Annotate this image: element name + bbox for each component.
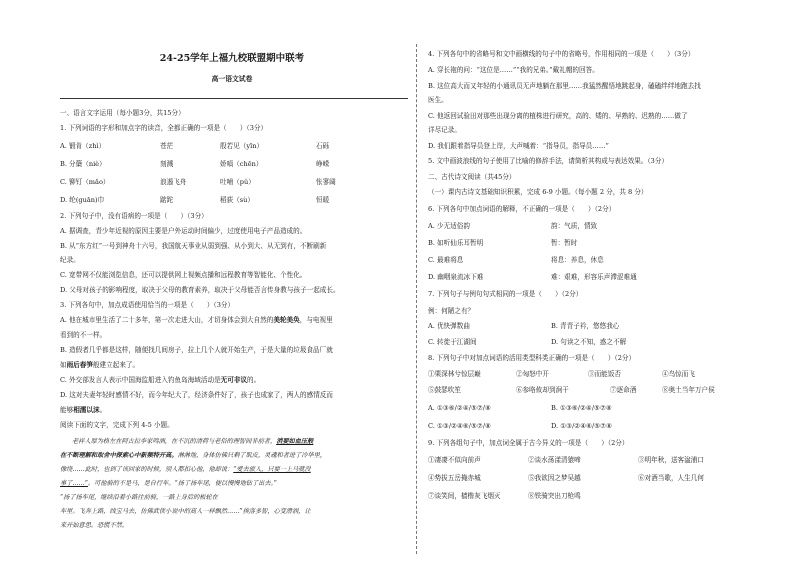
- q9-item-8: ⑧铁骑突出刀枪鸣: [528, 492, 581, 500]
- q3-opt-d-line2: [60, 406, 106, 414]
- passage-3b: “爱去旅人，只要一上马就没: [233, 466, 311, 473]
- q3-a-text1: A. 他在城市里生活了二十多年，第一次走进大山，才切身体会到大自然的: [60, 316, 274, 324]
- q1-opt-d-1: D. 纶(guān)巾: [60, 196, 105, 204]
- q1-opt-c-4: 怅寥阔: [316, 178, 336, 186]
- q7-opt-b: B. 青青子衿，悠悠我心: [551, 322, 620, 330]
- passage-line-1: [72, 438, 313, 446]
- q3-d-text2: 。: [99, 406, 107, 414]
- q8-stem: 8. 下列句子中对加点词语的活用类型科类正确的一项是（ ）（2分）: [428, 354, 636, 362]
- q5-stem: 5. 文中画波浪线的句子使用了比喻的修辞手法，请简析其构成与表达效果。（3分）: [428, 157, 669, 165]
- passage-3a: 像绕……此时，也到了该回家的时候，别人都扣心他，他却说：: [60, 466, 234, 473]
- q3-opt-b-line2: [60, 361, 139, 369]
- q4-stem: 4. 下列各句中的省略号和文中画横线的句子中的省略号，作用相同的一项是（ ）（3分）: [428, 50, 695, 58]
- q6-opt-d-gloss: 难：艰难，形容乐声滞涩难通: [551, 273, 637, 281]
- q2-stem: 2. 下列句子中，没有语病的一项是（ ）（3分）: [60, 212, 208, 220]
- passage-1a: 老祥人厚为格左在阿古拉李家鸣酒，在不沉的清荷与老俗的理智间非前者，: [72, 438, 277, 445]
- q3-c-idiom: 无可非议: [220, 376, 248, 384]
- q9-item-1: ①凄凄不似向前声: [428, 456, 481, 464]
- q3-opt-d-line1: D. 这对夫妻年轻时感情不好，而今年纪大了，经济条件好了，孩子也成家了，两人的感情反而: [60, 391, 333, 399]
- q1-opt-a-1: A. 锻肯（zhì）: [60, 142, 106, 150]
- section-1-heading: 一、语言文字运用（每小题3分，共15分）: [60, 109, 185, 117]
- q2-opt-b-line2: 纪录。: [60, 256, 80, 264]
- q4-opt-d: D. 我们跟着指导员登上岸，大声喊着：“指导员，指导员……”: [428, 142, 609, 150]
- q9-item-3: ③明年秋，送客湓浦口: [638, 456, 704, 464]
- passage-2b: 淋淋地，身体仿佛只剩了肌皮，灵魂和者进了冷华里，: [177, 452, 327, 459]
- q4-opt-c-line2: 详尽记录。: [428, 126, 461, 134]
- q1-opt-b-1: B. 分蘖（niè）: [60, 160, 106, 168]
- q1-opt-c-2: 浪遏飞舟: [160, 178, 187, 186]
- q1-opt-b-3: 娇嗔（chēn）: [220, 160, 263, 168]
- exam-title: 24-25学年上福九校联盟期中联考: [159, 53, 305, 64]
- passage-4a: 事了……”: [60, 480, 88, 487]
- q8-item-8: ⑧奥土当年万户侯: [662, 386, 715, 394]
- q8-opt-b: B. ①③⑥/②④/⑤⑦⑧: [551, 404, 612, 412]
- q9-item-2: ②谈水荡漾清猿啼: [528, 456, 581, 464]
- q2-opt-b-line1: B. 从“东方红”一号到神舟十六号，我国航天事业从弱到强、从小到大、从无到有，不断刷新: [60, 242, 327, 250]
- q2-opt-d: D. 父母对孩子的影响程度，取决于父母的教育素养，取决于父母能否言传身教与孩子一起成长。: [60, 286, 340, 294]
- q6-opt-b: B. 如听仙乐耳暂明: [428, 239, 484, 247]
- exam-subtitle: 高一语文试卷: [211, 75, 253, 83]
- q1-opt-d-3: 稻荻（sù）: [220, 196, 255, 204]
- q2-opt-a: A. 据调查，青少年近视的原因主要是户外运动时间偏少，过度使用电子产品造成的。: [60, 227, 307, 235]
- passage-line-7: 来开始意思。恐慌不禁。: [60, 522, 129, 529]
- q3-c-text2: 的。: [247, 376, 261, 384]
- q1-opt-b-4: 峥嵘: [316, 160, 330, 168]
- q6-opt-c-gloss: 将息：养息，休息: [551, 256, 604, 264]
- q8-item-3: ③而能饭否: [588, 370, 621, 378]
- q1-stem: 1. 下列词语的字形和加点字的读音，全都正确的一项是（ ）（3分）: [60, 124, 268, 132]
- q9-stem: 9. 下列各组句子中，加点词全属于古今异义的一项是（ ）（2分）: [428, 439, 629, 447]
- q4-opt-b-line1: B. 这位高大而又年轻的小通讯员无声地躺在那里……我猛然醒悟地跳起身，磕磕绊绊地跑去找: [428, 82, 701, 90]
- q3-d-text1: 能够: [60, 406, 74, 414]
- passage-line-6: 车里。飞奔上路，线宝马去，仿佛武侠小说中的高人一样飘然……”挨落多智，心变滑润，让: [60, 508, 311, 515]
- q7-opt-d: D. 句读之不知，惑之不解: [551, 338, 627, 346]
- q1-opt-c-1: C. 铆钉（mǎo）: [60, 178, 110, 186]
- q3-stem: 3. 下列各句中，加点成语使用恰当的一项是（ ）（3分）: [60, 301, 235, 309]
- q4-opt-a: A. 穿长袍的问：“这位是……”“我的兄弟。”戴礼帽的回答。: [428, 66, 599, 74]
- q8-item-6: ⑥参咯攸却到涧干: [516, 386, 569, 394]
- q1-opt-a-4: 石砾: [316, 142, 330, 150]
- q3-opt-c: [60, 376, 260, 384]
- q1-opt-b-2: 刻溅: [160, 160, 174, 168]
- q6-opt-a: A. 少无适俗韵: [428, 222, 470, 230]
- q8-opt-c: C. ①③/②④⑥/⑤⑦/⑧: [428, 422, 491, 430]
- q1-opt-a-2: 苍茫: [160, 142, 174, 150]
- q3-a-text2: ，与电视里: [299, 316, 333, 324]
- q9-item-6: ⑥对酒当歌，人生几何: [638, 474, 704, 482]
- q8-opt-d: D. ①③/②④⑥/⑤⑦⑧: [551, 422, 612, 430]
- q7-opt-c: C. 转徙于江湖间: [428, 338, 477, 346]
- q4-opt-b-line2: 医生。: [428, 96, 448, 104]
- q8-item-2: ②匈怒中开: [516, 370, 549, 378]
- q6-opt-c: C. 最难将息: [428, 256, 464, 264]
- reading-instruction: 阅读下面的文字，完成下列 4-5 小题。: [60, 421, 174, 429]
- q8-item-7: ⑦逐命酒: [610, 386, 637, 394]
- passage-line-4: [60, 480, 277, 488]
- q3-b-idiom: 雨后春笋: [66, 361, 93, 369]
- q6-stem: 6. 下列各句中加点词语的解释，不正确的一项是（ ）（2分）: [428, 205, 616, 213]
- q6-opt-b-gloss: 暂：暂时: [551, 239, 578, 247]
- q6-opt-a-gloss: 韵：气质，情致: [551, 222, 598, 230]
- q3-b-text1: 如: [60, 361, 67, 369]
- column-divider: [416, 44, 417, 554]
- q1-opt-d-4: 恒暖: [316, 196, 330, 204]
- q3-opt-a-line1: [60, 316, 333, 324]
- q8-opt-a: A. ①③⑥/②④/⑤⑦/⑧: [428, 404, 491, 412]
- q3-d-idiom: 相濡以沫: [73, 406, 100, 414]
- passage-2a: 在不断理解和取舍中探索心中新频特开高。: [60, 452, 178, 459]
- passage-4b: 。可他骑的不是马，是自行车。“扬了扬车尾，便以慢慢地钻了出去。”: [87, 480, 277, 487]
- q8-item-1: ①栗深林兮惊层巅: [428, 370, 481, 378]
- q9-item-5: ⑤我欲因之梦吴越: [528, 474, 581, 482]
- q1-opt-a-3: 殷若见（yīn）: [220, 142, 264, 150]
- q1-opt-c-3: 吐哺（pǔ）: [220, 178, 255, 186]
- q3-c-text1: C. 外交部发言人表示中国海监船进入钓鱼岛海域活动是: [60, 376, 221, 384]
- q3-opt-a-line2: 看到的不一样。: [60, 331, 107, 339]
- q2-opt-c: C. 宽带网不仅能浏览信息，还可以提供网上视频点播和远程教育等智能化、个性化。: [60, 271, 307, 279]
- section-2-heading: 二、古代诗文阅读（共45分）: [428, 173, 516, 181]
- q7-stem: 7. 下列句子与例句句式相同的一项是（ ）（2分）: [428, 290, 583, 298]
- q3-a-idiom: 美轮美奂: [273, 316, 300, 324]
- passage-line-2: [60, 452, 326, 460]
- q3-opt-b-line1: B. 造假者几乎都是这样，随便找几间房子，拉上几个人就开始生产，于是大量的垃圾食品厂就: [60, 346, 333, 354]
- q7-example: 例：何陋之有？: [428, 307, 475, 315]
- title-rule: [60, 98, 408, 99]
- q9-item-7: ⑦谈笑间，樯橹灰飞烟灭: [428, 492, 501, 500]
- q4-opt-c-line1: C. 他返回试验田对那些出现分离的植株进行研究，高的、矮的、早熟的、迟熟的……做了: [428, 112, 688, 120]
- q8-item-4: ④鸟惊而飞: [662, 370, 695, 378]
- section-2a-heading: （一）课内古诗文基础知识积累，完成 6-9 小题。（每小题 2 分，共 8 分）: [428, 188, 648, 196]
- q1-opt-d-2: 踮跎: [160, 196, 174, 204]
- q6-opt-d: D. 幽咽泉流冰下难: [428, 273, 484, 281]
- passage-line-3: [60, 466, 311, 474]
- passage-line-5: “扬了扬车尾，继续沿着小路往前骑，一路上身后的板轮在: [60, 494, 218, 501]
- q9-item-4: ④势拔五岳掩赤城: [428, 474, 481, 482]
- q8-item-5: ⑤鼓瑟吹笙: [428, 386, 461, 394]
- passage-1b: 消要如血压般: [276, 438, 314, 445]
- q7-opt-a: A. 优快弹数曲: [428, 322, 470, 330]
- q3-b-text2: 般建立起来了。: [92, 361, 140, 369]
